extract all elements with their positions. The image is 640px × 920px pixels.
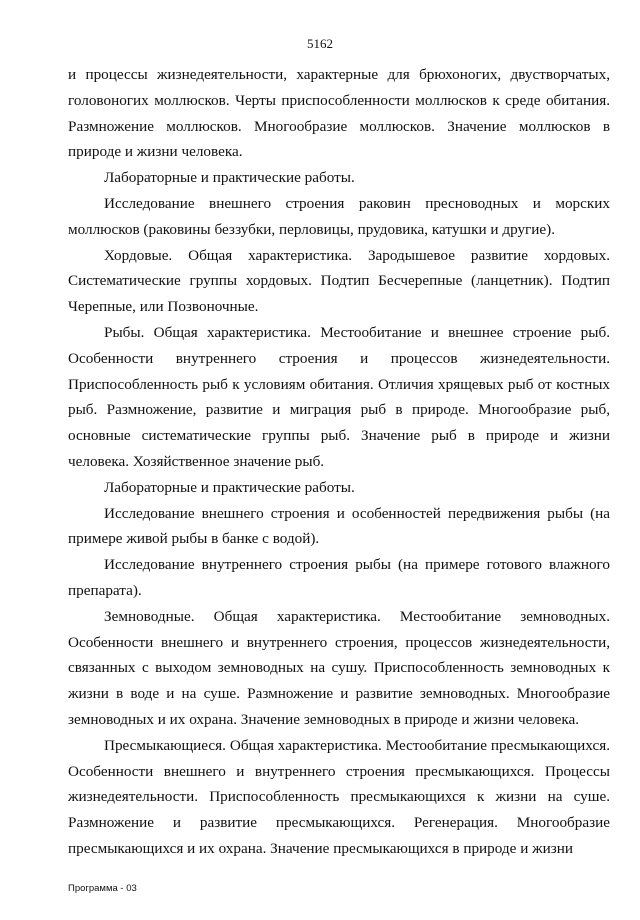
paragraph-chordates: Хордовые. Общая характеристика. Зародышевое развитие хордовых. Систематические группы хордовых. Подтип Бесчерепные (ланцетник). Подтип Черепные, или Позвоночные. xyxy=(68,246,610,316)
paragraph-fish-external-study: Исследование внешнего строения и особенностей передвижения рыбы (на примере живой рыбы в банке с водой). xyxy=(68,504,610,548)
page-number: 5162 xyxy=(307,36,333,51)
paragraph-lab-works-heading: Лабораторные и практические работы. xyxy=(104,169,355,187)
paragraph-reptiles: Пресмыкающиеся. Общая характеристика. Местообитание пресмыкающихся. Особенности внешнего и внутреннего строения пресмыкающихся. Процессы жизнедеятельности. Приспособленность пресмыкающихся к жизни на суше. Размножение и развитие пресмыкающихся. Регенерация. Многообразие пресмыкающихся и их охрана. Значение пресмыкающихся в природе и жизни xyxy=(68,736,610,857)
paragraph-molluscs-continued: и процессы жизнедеятельности, характерные для брюхоногих, двустворчатых, головоногих моллюсков. Черты приспособленности моллюсков к среде обитания. Размножение моллюсков. Многообразие моллюсков. Значение моллюсков в природе и жизни человека. xyxy=(68,66,610,161)
paragraph-fish: Рыбы. Общая характеристика. Местообитание и внешнее строение рыб. Особенности внутреннего строения и процессов жизнедеятельности. Приспособленность рыб к условиям обитания. Отличия хрящевых рыб от костных рыб. Размножение, развитие и миграция рыб в природе. Многообразие рыб, основные систематические группы рыб. Значение рыб в природе и жизни человека. Хозяйственное значение рыб. xyxy=(68,323,610,470)
paragraph-amphibians: Земноводные. Общая характеристика. Местообитание земноводных. Особенности внешнего и внутреннего строения, процессов жизнедеятельности, связанных с выходом земноводных на сушу. Приспособленность земноводных к жизни в воде и на суше. Размножение и развитие земноводных. Многообразие земноводных и их охрана. Значение земноводных в природе и жизни человека. xyxy=(68,607,610,728)
paragraph-shell-study: Исследование внешнего строения раковин пресноводных и морских моллюсков (раковины беззубки, перловицы, прудовика, катушки и другие). xyxy=(68,194,610,238)
body-text xyxy=(68,62,610,862)
paragraph-lab-works-heading: Лабораторные и практические работы. xyxy=(104,478,355,496)
footer-label: Программа - 03 xyxy=(68,883,137,894)
paragraph-fish-internal-study: Исследование внутреннего строения рыбы (на примере готового влажного препарата). xyxy=(68,556,610,599)
